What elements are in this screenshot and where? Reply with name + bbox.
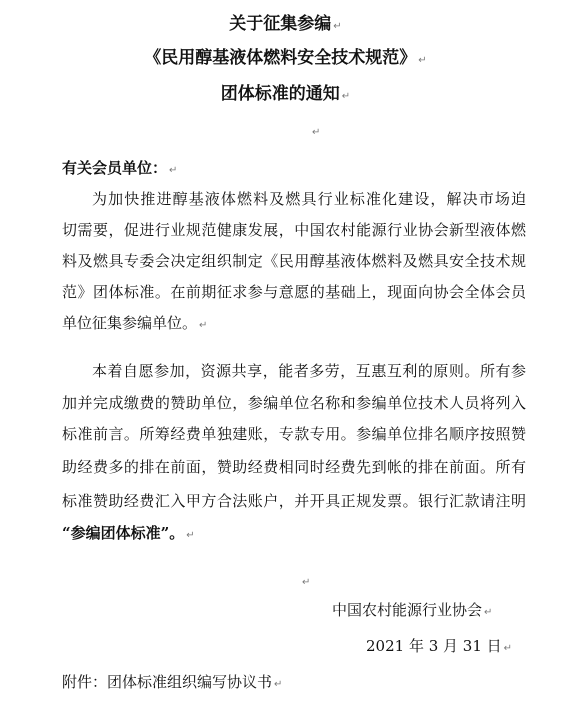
body-line: 助经费多的排在前面，赞助经费相同时经费先到帐的排在前面。所有 xyxy=(62,458,526,476)
paragraph-mark-icon: ↵ xyxy=(341,91,351,102)
salutation xyxy=(62,158,177,181)
title-text-2: 《民用醇基液体燃料安全技术规范》 xyxy=(144,48,417,68)
paragraph-mark-icon: ↵ xyxy=(503,643,513,654)
paragraph-mark-icon: ↵ xyxy=(186,530,195,541)
body-text-emphasis: “参编团体标准”。 xyxy=(62,524,185,542)
title-line-3 xyxy=(0,83,571,108)
empty-paragraph xyxy=(310,120,320,143)
attachment xyxy=(62,672,282,695)
paragraph-mark-icon: ↵ xyxy=(312,127,321,138)
signature-org-text: 中国农村能源行业协会 xyxy=(332,601,483,619)
salutation-text: 有关会员单位： xyxy=(62,159,168,177)
body-line-last xyxy=(62,313,207,336)
body-line: 范》团体标准。在前期征求参与意愿的基础上，现面向协会全体会员 xyxy=(62,283,526,301)
paragraph-mark-icon: ↵ xyxy=(274,679,283,690)
paragraph-mark-icon: ↵ xyxy=(484,607,493,618)
title-line-2 xyxy=(0,47,571,72)
body-line: 加并完成缴费的赞助单位，参编单位名称和参编单位技术人员将列入 xyxy=(62,394,526,412)
paragraph-mark-icon: ↵ xyxy=(199,320,208,331)
body-line: 标准赞助经费汇入甲方合法账户，并开具正规发票。银行汇款请注明 xyxy=(62,492,526,510)
body-line: 为加快推进醇基液体燃料及燃具行业标准化建设，解决市场迫 xyxy=(92,190,526,208)
body-line: 料及燃具专委会决定组织制定《民用醇基液体燃料及燃具安全技术规 xyxy=(62,252,526,270)
body-line: 切需要，促进行业规范健康发展，中国农村能源行业协会新型液体燃 xyxy=(62,221,526,239)
paragraph-mark-icon: ↵ xyxy=(418,55,427,66)
title-text-1: 关于征集参编 xyxy=(229,14,332,34)
title-line-1 xyxy=(0,13,571,38)
body-line-last xyxy=(62,523,195,546)
empty-paragraph xyxy=(300,570,310,593)
paragraph-mark-icon: ↵ xyxy=(333,21,342,32)
signature-date xyxy=(366,636,512,659)
body-line: 标准前言。所筹经费单独建账，专款专用。参编单位排名顺序按照赞 xyxy=(62,425,526,443)
paragraph-mark-icon: ↵ xyxy=(302,577,311,588)
paragraph-mark-icon: ↵ xyxy=(169,165,178,176)
attachment-text: 附件：团体标准组织编写协议书 xyxy=(62,673,273,691)
body-text: 单位征集参编单位。 xyxy=(62,314,198,332)
signature-date-text: 2021 年 3 月 31 日 xyxy=(366,637,502,655)
title-text-3: 团体标准的通知 xyxy=(220,84,340,104)
body-line: 本着自愿参加，资源共享，能者多劳，互惠互利的原则。所有参 xyxy=(92,362,526,380)
signature-org xyxy=(332,600,492,623)
